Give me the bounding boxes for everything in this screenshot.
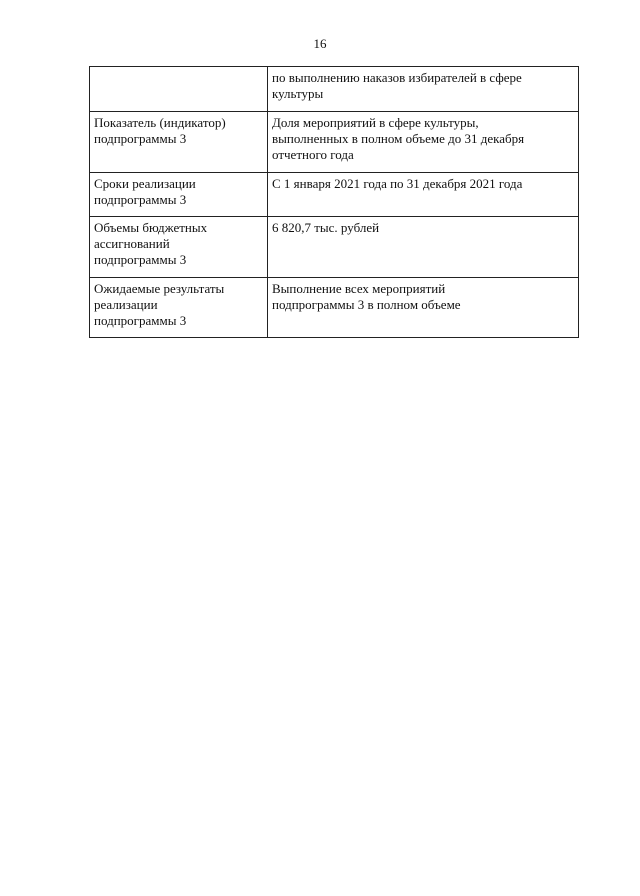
row-label-cell: Объемы бюджетных ассигнований подпрограммы 3 — [90, 217, 268, 278]
subprogram-passport-table — [89, 66, 579, 338]
table-row — [90, 173, 579, 217]
row-value-cell: Выполнение всех мероприятий подпрограммы 3 в полном объеме — [268, 278, 579, 338]
table-row — [90, 217, 579, 278]
row-label-cell: Показатель (индикатор) подпрограммы 3 — [90, 112, 268, 173]
row-value-cell: 6 820,7 тыс. рублей — [268, 217, 579, 278]
row-value-cell: Доля мероприятий в сфере культуры, выполненных в полном объеме до 31 декабря отчетного года — [268, 112, 579, 173]
row-value-cell: по выполнению наказов избирателей в сфере культуры — [268, 67, 579, 112]
table-row — [90, 112, 579, 173]
page-number: 16 — [313, 36, 327, 51]
table-row — [90, 67, 579, 112]
row-label-cell — [90, 67, 268, 112]
row-label-cell: Ожидаемые результаты реализации подпрограммы 3 — [90, 278, 268, 338]
table-row — [90, 278, 579, 338]
row-label-cell: Сроки реализации подпрограммы 3 — [90, 173, 268, 217]
row-value-cell: С 1 января 2021 года по 31 декабря 2021 года — [268, 173, 579, 217]
